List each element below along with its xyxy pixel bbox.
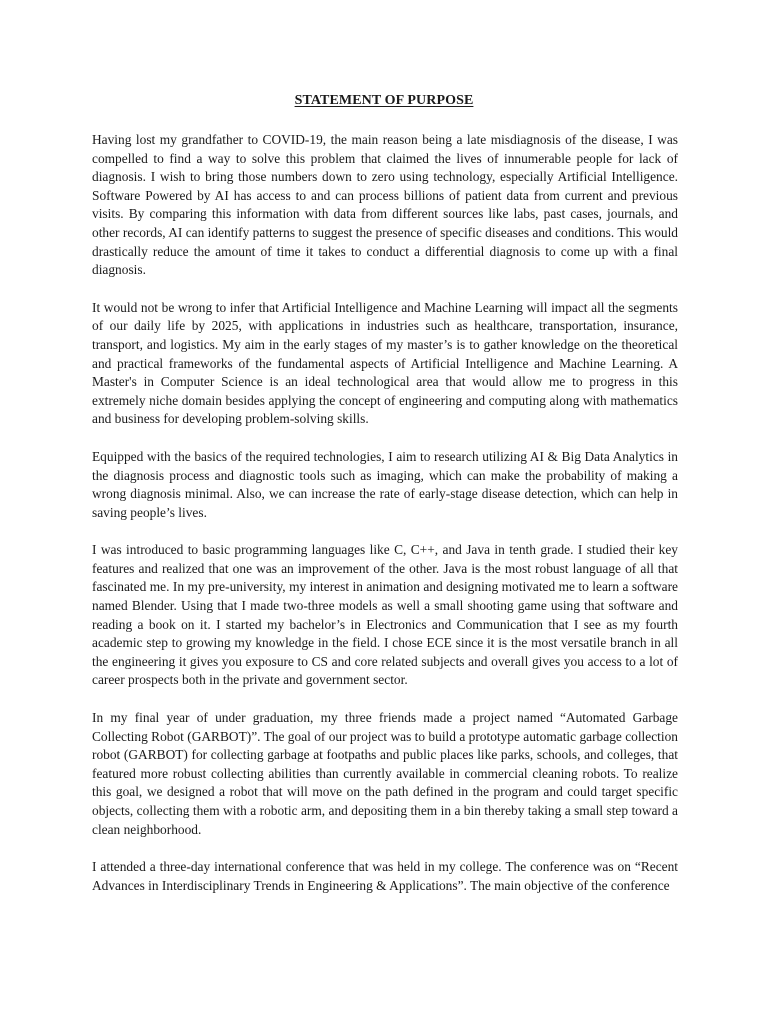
paragraph-4: I was introduced to basic programming languages like C, C++, and Java in tenth grade. I studied their key features and realized that one was an improvement of the other. Java is the most robust language of all that fascinated me. In my pre-university, my interest in animation and designing motivated me to learn a software named Blender. Using that I made two-three models as well a small shooting game using that software and reading a book on it. I started my bachelor’s in Electronics and Communication that I see as my fourth academic step to growing my knowledge in the field. I chose ECE since it is the most versatile branch in all the engineering it gives you exposure to CS and core related subjects and overall gives you access to a lot of career prospects both in the private and government sector. — [92, 542, 678, 688]
paragraph-5: In my final year of under graduation, my three friends made a project named “Automated Garbage Collecting Robot (GARBOT)”. The goal of our project was to build a prototype automatic garbage collection robot (GARBOT) for collecting garbage at footpaths and public places like parks, schools, and colleges, that featured more robust collecting abilities than currently available in commercial cleaning robots. To realize this goal, we designed a robot that will move on the path defined in the program and could target specific objects, collecting them with a robotic arm, and depositing them in a bin thereby taking a small step toward a clean neighborhood. — [92, 710, 678, 837]
paragraph-6: I attended a three-day international conference that was held in my college. The conference was on “Recent Advances in Interdisciplinary Trends in Engineering & Applications”. The main objective of the conference — [92, 859, 678, 893]
page-title: STATEMENT OF PURPOSE — [294, 93, 474, 108]
document-body — [92, 131, 678, 914]
paragraph-1: Having lost my grandfather to COVID-19, the main reason being a late misdiagnosis of the disease, I was compelled to find a way to solve this problem that claimed the lives of innumerable people for lack of diagnosis. I wish to bring those numbers down to zero using technology, especially Artificial Intelligence. Software Powered by AI has access to and can process billions of patient data from current and previous visits. By comparing this information with data from different sources like labs, past cases, journals, and other records, AI can identify patterns to suggest the presence of specific diseases and conditions. This would drastically reduce the amount of time it takes to conduct a differential diagnosis to come up with a final diagnosis. — [92, 132, 678, 278]
paragraph-3: Equipped with the basics of the required technologies, I aim to research utilizing AI & Big Data Analytics in the diagnosis process and diagnostic tools such as imaging, which can make the probability of making a wrong diagnosis minimal. Also, we can increase the rate of early-stage disease detection, which can help in saving people’s lives. — [92, 448, 678, 520]
paragraph-2: It would not be wrong to infer that Artificial Intelligence and Machine Learning will impact all the segments of our daily life by 2025, with applications in industries such as healthcare, transportation, insurance, transport, and logistics. My aim in the early stages of my master’s is to gather knowledge on the theoretical and practical frameworks of the fundamental aspects of Artificial Intelligence and Machine Learning. A Master's in Computer Science is an ideal technological area that would allow me to progress in this extremely niche domain besides applying the concept of engineering and computing along with mathematics and business for developing problem-solving skills. — [92, 299, 678, 427]
